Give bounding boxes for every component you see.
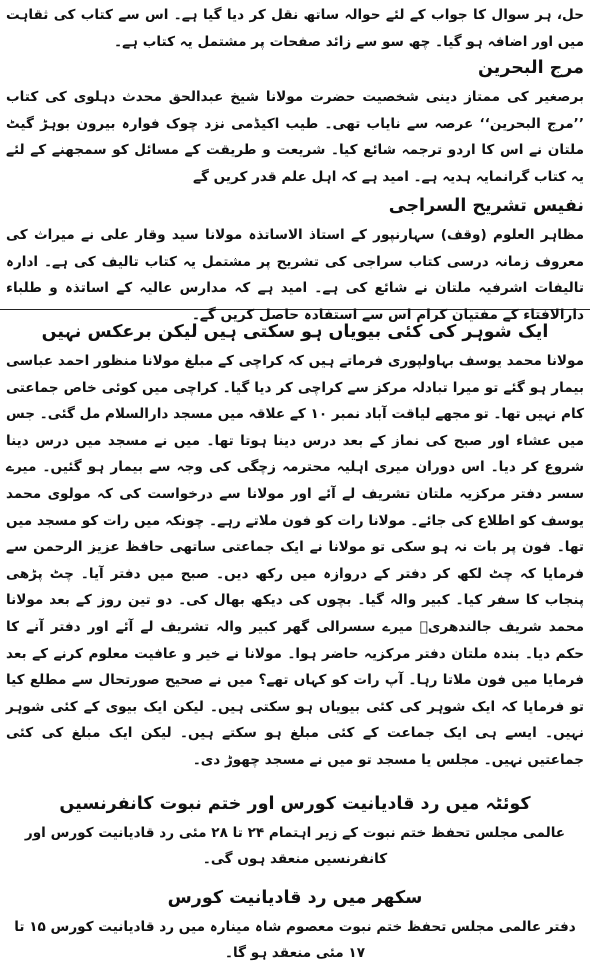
- marj-heading: مرج البحرین: [478, 58, 584, 78]
- nafees-paragraph: مظاہر العلوم (وقف) سہارنپور کے استاذ الاساتذہ مولانا سید وقار علی نے میراث کی معروف زمانہ درسی کتاب سراجی کی تشریح پر مشتمل یہ کتاب تالیف کی ہے۔ ادارہ تالیفات اشرفیہ ملتان نے شائع کی ہے۔ امید ہے کہ مدارس عالیہ کے اساتذہ و طلباء دارالافتاء کے مفتیان کرام اس سے استفادہ حاصل کریں گے۔: [6, 227, 584, 323]
- nafees-section: [6, 222, 584, 323]
- marj-paragraph: برصغیر کی ممتاز دینی شخصیت حضرت مولانا شیخ عبدالحق محدث دہلوی کی کتاب ’’مرج البحرین‘‘ عرصہ سے نایاب تھی۔ طیب اکیڈمی نزد چوک فوارہ بیرون بوہڑ گیٹ ملتان نے اس کا اردو ترجمہ شائع کیا۔ شریعت و طریقت کے مسائل کو سمجھنے کے لئے یہ کتاب گرانمایہ ہدیہ ہے۔ امید ہے کہ اہل علم قدر کریں گے: [6, 89, 584, 185]
- intro-paragraph: حل، ہر سوال کا جواب کے لئے حوالہ ساتھ نقل کر دیا گیا ہے۔ اس سے کتاب کی ثقاہت میں اور اضافہ ہو گیا۔ چھ سو سے زائد صفحات پر مشتمل یہ کتاب ہے۔: [6, 7, 584, 50]
- intro-section: [6, 2, 584, 50]
- article-heading: ایک شوہر کی کئی بیویاں ہو سکتی ہیں لیکن برعکس نہیں: [41, 322, 549, 342]
- marj-section: [6, 84, 584, 190]
- sukkur-paragraph: دفتر عالمی مجلس تحفظ ختم نبوت معصوم شاہ مینارہ میں رد قادیانیت کورس ۱۵ تا ۱۷ مئی منعقد ہو گا۔: [14, 919, 576, 961]
- quetta-paragraph: عالمی مجلس تحفظ ختم نبوت کے زیر اہتمام ۲۴ تا ۲۸ مئی رد قادیانیت کورس اور کانفرنسیں منعقد ہوں گی۔: [24, 825, 566, 867]
- sukkur-heading: سکھر میں رد قادیانیت کورس: [167, 888, 423, 908]
- article-section: [6, 348, 584, 774]
- nafees-heading: نفیس تشریح السراجی: [388, 196, 584, 216]
- quetta-heading: کوئٹہ میں رد قادیانیت کورس اور ختم نبوت کانفرنسیں: [59, 794, 531, 814]
- article-paragraph: مولانا محمد یوسف بہاولپوری فرماتے ہیں کہ کراچی کے مبلغ مولانا منظور احمد عباسی بیمار ہو گئے تو میرا تبادلہ مرکز سے کراچی کر دیا گیا۔ کراچی میں کوئی خاص جماعتی کام نہیں تھا۔ تو مجھے لیاقت آباد نمبر ۱۰ کے علاقہ میں مسجد دارالسلام مل گئی۔ جس میں عشاء اور صبح کی نماز کے بعد درس دینا ہوتا تھا۔ میں نے مسجد میں درس دینا شروع کر دیا۔ اس دوران میری اہلیہ محترمہ زچگی کی وجہ سے بیمار ہو گئیں۔ میرے سسر دفتر مرکزیہ ملتان تشریف لے آئے اور مولانا سے درخواست کی کہ مولوی محمد یوسف کو اطلاع کی جائے۔ مولانا رات کو فون ملاتے رہے۔ چونکہ میں رات کو مسجد میں تھا۔ فون پر بات نہ ہو سکی تو مولانا نے ایک جماعتی ساتھی حافظ عزیز الرحمن سے فرمایا کہ چٹ لکھ کر دفتر کے دروازہ میں رکھ دیں۔ صبح میں دفتر آیا۔ چٹ پڑھی پنجاب کا سفر کیا۔ کبیر والہ گیا۔ بچوں کی دیکھ بھال کی۔ دو تین روز کے بعد مولانا محمد شریف جالندھریؒ میرے سسرالی گھر کبیر والہ تشریف لے آئے اور دفتر آنے کا حکم دیا۔ بندہ ملتان دفتر مرکزیہ حاضر ہوا۔ مولانا نے خیر و عافیت معلوم کرنے کے بعد فرمایا میں فون ملاتا رہا۔ آپ رات کو کہاں تھے؟ میں نے صحیح صورتحال سے مطلع کیا تو فرمایا کہ ایک شوہر کی کئی بیویاں ہو سکتی ہیں۔ لیکن ایک بیوی کے کئی شوہر نہیں۔ ایسے ہی ایک جماعت کے کئی مبلغ ہو سکتے ہیں۔ لیکن ایک مبلغ کی کئی جماعتیں نہیں۔ مجلس یا مسجد تو میں نے مسجد چھوڑ دی۔: [6, 353, 584, 768]
